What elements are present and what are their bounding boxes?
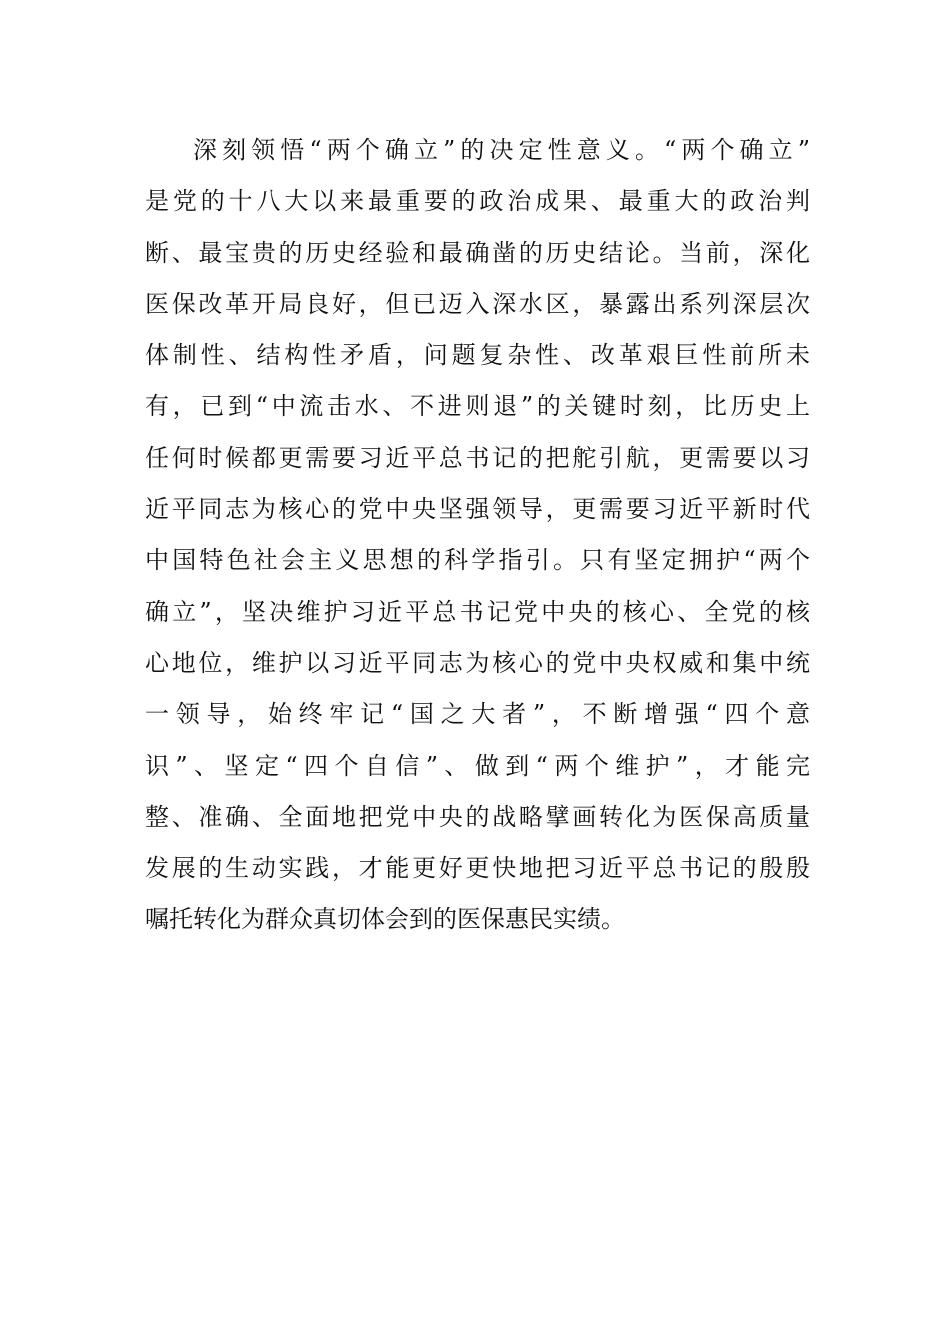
paragraph-line: 整、准确、全面地把党中央的战略擘画转化为医保高质量 — [145, 802, 810, 831]
paragraph-line: 识”、坚定“四个自信”、做到“两个维护”，才能完 — [145, 751, 810, 780]
paragraph-line: 医保改革开局良好，但已迈入深水区，暴露出系列深层次 — [145, 289, 810, 318]
paragraph-line: 断、最宝贵的历史经验和最确凿的历史结论。当前，深化 — [145, 238, 810, 267]
paragraph-line: 近平同志为核心的党中央坚强领导，更需要习近平新时代 — [145, 495, 810, 524]
paragraph-line: 有，已到“中流击水、不进则退”的关键时刻，比历史上 — [145, 392, 810, 421]
paragraph-line: 是党的十八大以来最重要的政治成果、最重大的政治判 — [145, 187, 810, 216]
body-paragraph — [145, 125, 810, 946]
paragraph-line: 一领导，始终牢记“国之大者”，不断增强“四个意 — [145, 700, 810, 729]
paragraph-line: 发展的生动实践，才能更好更快地把习近平总书记的殷殷 — [145, 854, 810, 883]
paragraph-line: 确立”，坚决维护习近平总书记党中央的核心、全党的核 — [145, 597, 810, 626]
paragraph-line: 中国特色社会主义思想的科学指引。只有坚定拥护“两个 — [145, 546, 810, 575]
paragraph-line: 任何时候都更需要习近平总书记的把舵引航，更需要以习 — [145, 443, 810, 472]
paragraph-line: 嘱托转化为群众真切体会到的医保惠民实绩。 — [145, 905, 625, 934]
paragraph-line: 体制性、结构性矛盾，问题复杂性、改革艰巨性前所未 — [145, 341, 810, 370]
paragraph-line: 深刻领悟“两个确立”的决定性意义。“两个确立” — [193, 136, 810, 164]
paragraph-line: 心地位，维护以习近平同志为核心的党中央权威和集中统 — [145, 648, 810, 677]
